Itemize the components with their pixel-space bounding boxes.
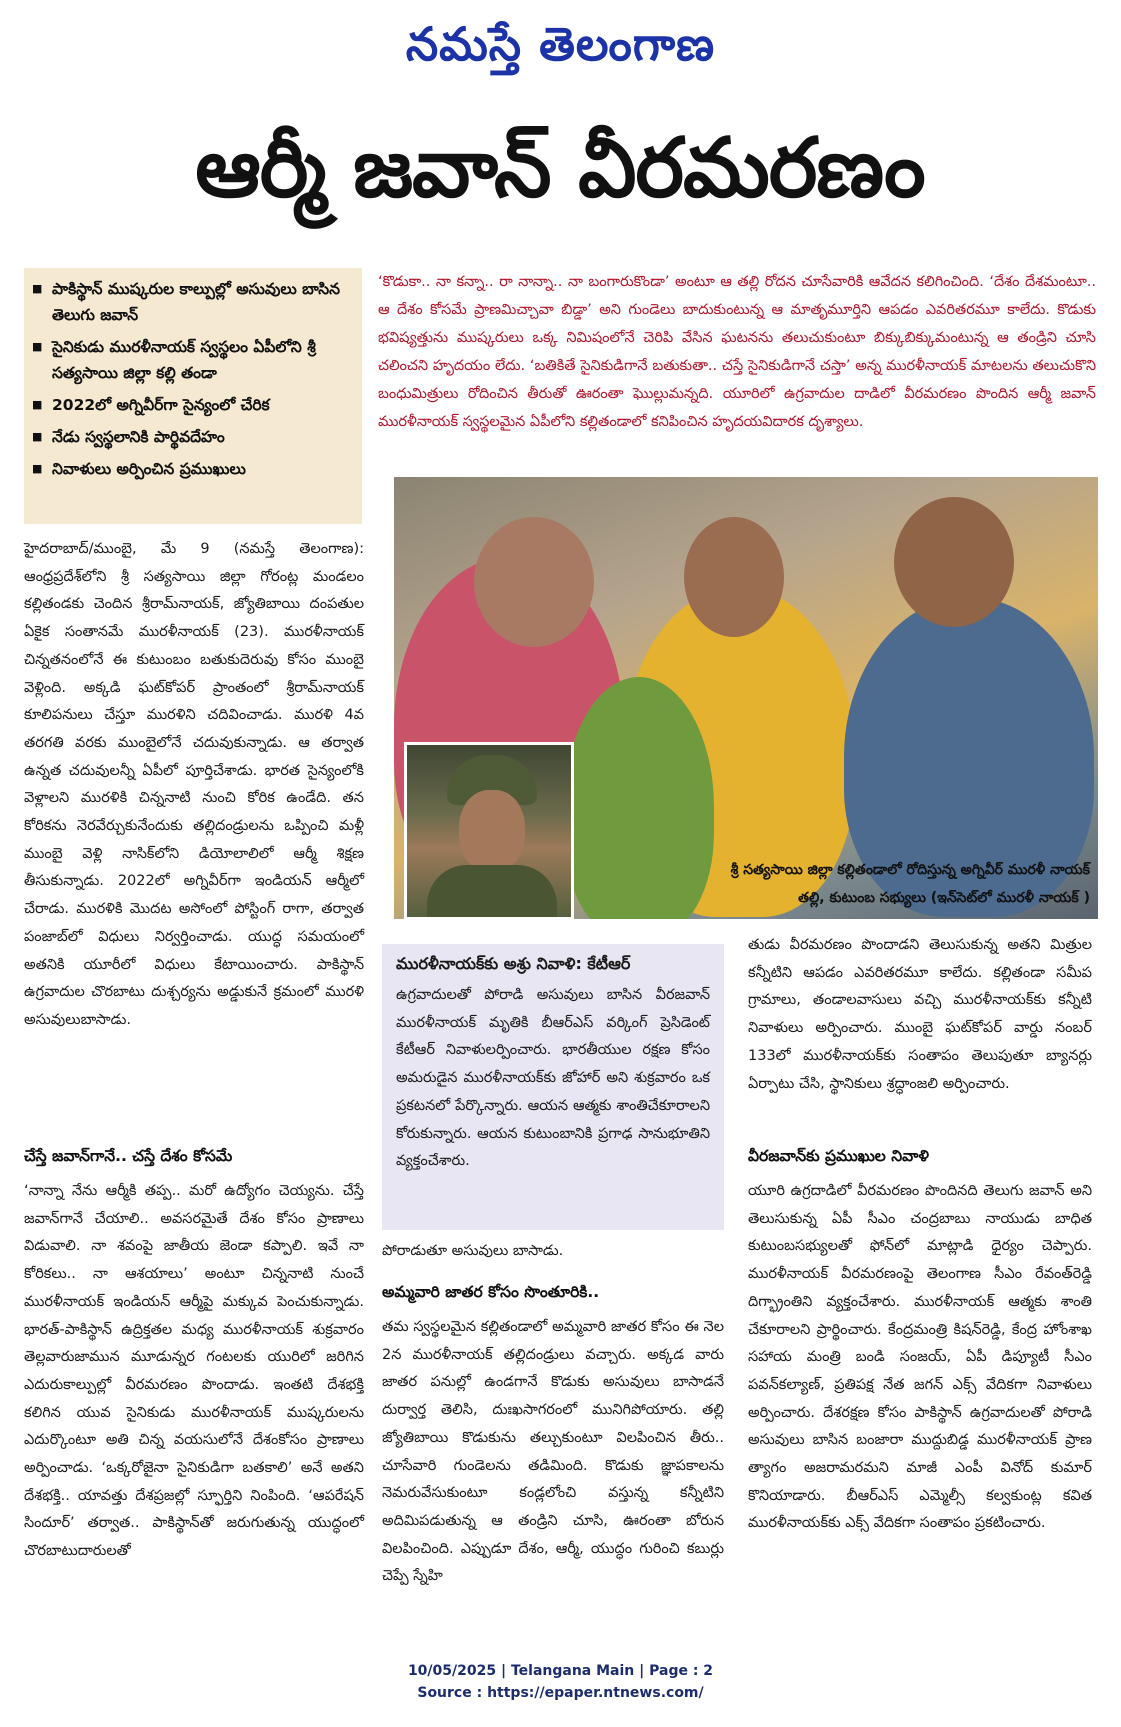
article-column-1-para-2: ‘నాన్నా నేను ఆర్మీకి తప్ప.. మరో ఉద్యోగం చెయ్యను. చేస్తే జవాన్‌గానే చేయాలి.. అవసరమైతే దేశం కోసం ప్రాణాలు విడువాలి. నా శవంపై జాతీయ జెండా కప్పాలి. ఇవే నా కోరికలు.. నా ఆశయాలు’ అంటూ చిన్ననాటి నుంచే మురళీనాయక్ ఇండియన్ ఆర్మీపై మక్కువ పెంచుకున్నాడు. భారత్-పాకిస్థాన్ ఉద్రిక్తతల మధ్య మురళీనాయక్ శుక్రవారం తెల్లవారుజామున మూడున్నర గంటలకు యురిలో జరిగిన ఎదురుకాల్పుల్లో వీరమరణం పొందాడు. ఇంతటి దేశభక్తి కలిగిన యువ సైనికుడు మురళీనాయక్ ముష్కరులను ఎదుర్కొంటూ అతి చిన్న వయసులోనే దేశంకోసం ప్రాణాలు అర్పించాడు. ‘ఒక్కరోజైనా సైనికుడిగా బతకాలి’ అనే అతని దేశభక్తి.. యావత్తు దేశప్రజల్లో స్ఫూర్తిని నింపింది. ‘ఆపరేషన్ సిందూర్’ తర్వాత.. పాకిస్థాన్‌తో జరుగుతున్న యుద్ధంలో చొరబాటుదారులతో [24, 1183, 364, 1560]
newspaper-masthead: నమస్తే తెలంగాణ [405, 17, 716, 71]
section-subhead: చేస్తే జవాన్‌గానే.. చస్తే దేశం కోసమే [24, 1147, 233, 1165]
section-subhead: వీరజవాన్‌కు ప్రముఖుల నివాళి [748, 1147, 929, 1165]
article-column-1-para-1: హైదరాబాద్/ముంబై, మే 9 (నమస్తే తెలంగాణ): ఆంధ్రప్రదేశ్‌లోని శ్రీ సత్యసాయి జిల్లా గోరంట్ల మండలం కల్లితండకు చెందిన శ్రీరామ్‌నాయక్, జ్యోతిబాయి దంపతుల ఏకైక సంతానమే మురళీనాయక్ (23). మురళీనాయక్ చిన్నతనంలోనే ఈ కుటుంబం బతుకుదెరువు కోసం ముంబై వెళ్లింది. అక్కడి ఘట్‌కోపర్ ప్రాంతంలో శ్రీరామ్‌నాయక్ కూలిపనులు చేస్తూ మురళిని చదివించాడు. మురళి 4వ తరగతి వరకు ముంబైలోనే చదువుకున్నాడు. ఆ తర్వాత ఉన్నత చదువులన్నీ ఏపీలో పూర్తిచేశాడు. భారత సైన్యంలోకి వెళ్లాలని మురళికి చిన్ననాటి నుంచి కోరిక ఉండేది. తన కోరికను నెరవేర్చుకునేందుకు తల్లిదండ్రులను ఒప్పించి మళ్లీ ముంబై వెళ్లి నాసిక్‌లోని డియోలాలిలో ఆర్మీ శిక్షణ తీసుకున్నాడు. 2022లో అగ్నివీర్‌గా ఇండియన్ ఆర్మీలో చేరాడు. మురళికి మొదట అసోంలో పోస్టింగ్ రాగా, తర్వాత పంజాబ్‌లో విధులు నిర్వర్తించాడు. యుద్ధ సమయంలో అతనికి యూరీలో విధులు కేటాయించారు. పాకిస్థాన్ ఉగ్రవాదుల చొరబాటు దుశ్చర్యను అడ్డుకునే క్రమంలో మురళి అసువులుబాసాడు. [24, 541, 364, 1028]
portrait-body [427, 865, 557, 920]
highlight-item: ■ నివాళులు అర్పించిన ప్రముఖులు [32, 456, 356, 482]
photo-caption [600, 856, 1090, 912]
highlight-item: ■ పాకిస్థాన్ ముష్కరుల కాల్పుల్లో అసువులు బాసిన తెలుగు జవాన్ [32, 276, 356, 328]
highlight-item: ■ 2022లో అగ్నివీర్‌గా సైన్యంలో చేరిక [32, 392, 356, 418]
article-column-2-para: తమ స్వస్థలమైన కల్లితండాలో అమ్మవారి జాతర కోసం ఈ నెల 2న మురళీనాయక్ తల్లిదండ్రులు వచ్చారు. అక్కడ వారు జాతర పనుల్లో ఉండగానే కొడుకు అసువులు బాసాడనే దుర్వార్త తెలిసి, దుఃఖసాగరంలో మునిగిపోయారు. తల్లి జ్యోతిబాయి కొడుకును తల్చుకుంటూ విలపించిన తీరు.. చూసేవారి గుండెలను తడిమింది. కొడుకు జ్ఞాపకాలను నెమరువేసుకుంటూ కండ్లలోంచి వస్తున్న కన్నీటిని అదిమిపడుతున్న ఆ తండ్రిని చూసి, ఊరంతా బోరున విలపించింది. ఎప్పుడూ దేశం, ఆర్మీ, యుద్ధం గురించి కబుర్లు చెప్పే స్నేహి [382, 1319, 724, 1585]
portrait-face [459, 790, 525, 872]
article-column-2-continuation: పోరాడుతూ అసువులు బాసాడు. [382, 1243, 564, 1259]
footer-date-page: 10/05/2025 | Telangana Main | Page : 2 [407, 1663, 714, 1679]
intro-paragraph: ‘కొడుకా.. నా కన్నా.. రా నాన్నా.. నా బంగారుకొండా’ అంటూ ఆ తల్లి రోదన చూసేవారికి ఆవేదన కలిగించింది. ‘దేశం దేశమంటూ.. ఆ దేశం కోసమే ప్రాణమిచ్చావా బిడ్డా’ అని గుండెలు బాదుకుంటున్న ఆ మాతృమూర్తిని ఆపడం ఎవరితరమూ కాలేదు. కొడుకు భవిష్యత్తును ముష్కరులు ఒక్క నిమిషంలోనే చెరిపి వేసిన ఘటనను తలుచుకుంటూ బిక్కుబిక్కుమంటున్న ఆ తండ్రిని చూసి చలించని హృదయం లేదు. ‘బతికితే సైనికుడిగానే బతుకుతా.. చస్తే సైనికుడిగానే చస్తా’ అన్న మురళీనాయక్ మాటలను తలుచుకొని బంధుమిత్రులు రోదించిన తీరుతో ఊరంతా ఘొల్లుమన్నది. యూరిలో ఉగ్రవాదుల దాడిలో వీరమరణం పొందిన ఆర్మీ జవాన్ మురళీనాయక్ స్వస్థలమైన ఏపీలోని కల్లితండాలో కనిపించిన హృదయవిదారక దృశ్యాలు. [378, 274, 1096, 430]
footer-source-link[interactable]: Source : https://epaper.ntnews.com/ [417, 1685, 704, 1701]
section-subhead: అమ్మవారి జాతర కోసం సొంతూరికి.. [382, 1283, 600, 1301]
ktr-tribute-box [382, 944, 724, 1230]
highlights-box [24, 268, 362, 524]
box-title: మురళీనాయక్‌కు అశ్రు నివాళి: కేటీఆర్ [396, 954, 631, 973]
box-text: ఉగ్రవాదులతో పోరాడి అసువులు బాసిన వీరజవాన్ మురళీనాయక్ మృతికి బీఆర్‌ఎస్ వర్కింగ్ ప్రెసిడెంట్ కేటీఆర్ నివాళులర్పించారు. భారతీయుల రక్షణ కోసం అమరుడైన మురళీనాయక్‌కు జోహార్ అని శుక్రవారం ఒక ప్రకటనలో పేర్కొన్నారు. ఆయన ఆత్మకు శాంతిచేకూరాలని కోరుకున్నారు. ఆయన కుటుంబానికి ప్రగాఢ సానుభూతిని వ్యక్తంచేశారు. [396, 987, 710, 1170]
photo-caption-line: శ్రీ సత్యసాయి జిల్లా కల్లితండాలో రోదిస్తున్న అగ్నివీర్ మురళీ నాయక్ [730, 862, 1090, 878]
main-headline: ఆర్మీ జవాన్ వీరమరణం [195, 121, 925, 216]
article-column-3-para-1: తుడు వీరమరణం పొందాడని తెలుసుకున్న అతని మిత్రుల కన్నీటిని ఆపడం ఎవరితరమూ కాలేదు. కల్లితండా సమీప గ్రామాలు, తండాలవాసులు వచ్చి మురళీనాయక్‌కు కన్నీటి నివాళులు అర్పించారు. ముంబై ఘట్‌కోపర్ వార్డు నంబర్ 133లో మురళీనాయక్‌కు సంతాపం తెలుపుతూ బ్యానర్లు ఏర్పాటు చేసి, స్థానికులు శ్రద్ధాంజలి అర్పించారు. [748, 937, 1092, 1092]
inset-portrait-photo [404, 742, 574, 920]
article-column-3-para-2: యూరి ఉగ్రదాడిలో వీరమరణం పొందినది తెలుగు జవాన్ అని తెలుసుకున్న ఏపీ సీఎం చంద్రబాబు నాయుడు బాధిత కుటుంబసభ్యులతో ఫోన్‌లో మాట్లాడి ధైర్యం చెప్పారు. మురళీనాయక్ వీరమరణంపై తెలంగాణ సీఎం రేవంత్‌రెడ్డి దిగ్భ్రాంతిని వ్యక్తంచేశారు. మురళీనాయక్ ఆత్మకు శాంతి చేకూరాలని ప్రార్థించారు. కేంద్రమంత్రి కిషన్‌రెడ్డి, కేంద్ర హోంశాఖ సహాయ మంత్రి బండి సంజయ్, ఏపీ డిప్యూటీ సీఎం పవన్‌కల్యాణ్, ప్రతిపక్ష నేత జగన్ ఎక్స్ వేదికగా నివాళులు అర్పించారు. దేశరక్షణ కోసం పాకిస్థాన్ ఉగ్రవాదులతో పోరాడి అసువులు బాసిన బంజారా ముద్దుబిడ్డ మురళీనాయక్ ప్రాణ త్యాగం అజరామరమని మాజీ ఎంపీ వినోద్ కుమార్ కొనియాడారు. బీఆర్‌ఎస్ ఎమ్మెల్సీ కల్వకుంట్ల కవిత మురళీనాయక్‌కు ఎక్స్ వేదికగా సంతాపం ప్రకటించారు. [748, 1183, 1092, 1532]
photo-caption-line: తల్లి, కుటుంబ సభ్యులు (ఇన్‌సెట్‌లో మురళీ నాయక్ ) [798, 890, 1090, 906]
photo-figure [474, 517, 594, 647]
highlight-item: ■ సైనికుడు మురళీనాయక్ స్వస్థలం ఏపీలోని శ్రీ సత్యసాయి జిల్లా కల్లి తండా [32, 334, 356, 386]
highlight-item: ■ నేడు స్వస్థలానికి పార్థివదేహం [32, 424, 356, 450]
photo-figure [684, 517, 784, 637]
photo-figure [894, 497, 1014, 627]
